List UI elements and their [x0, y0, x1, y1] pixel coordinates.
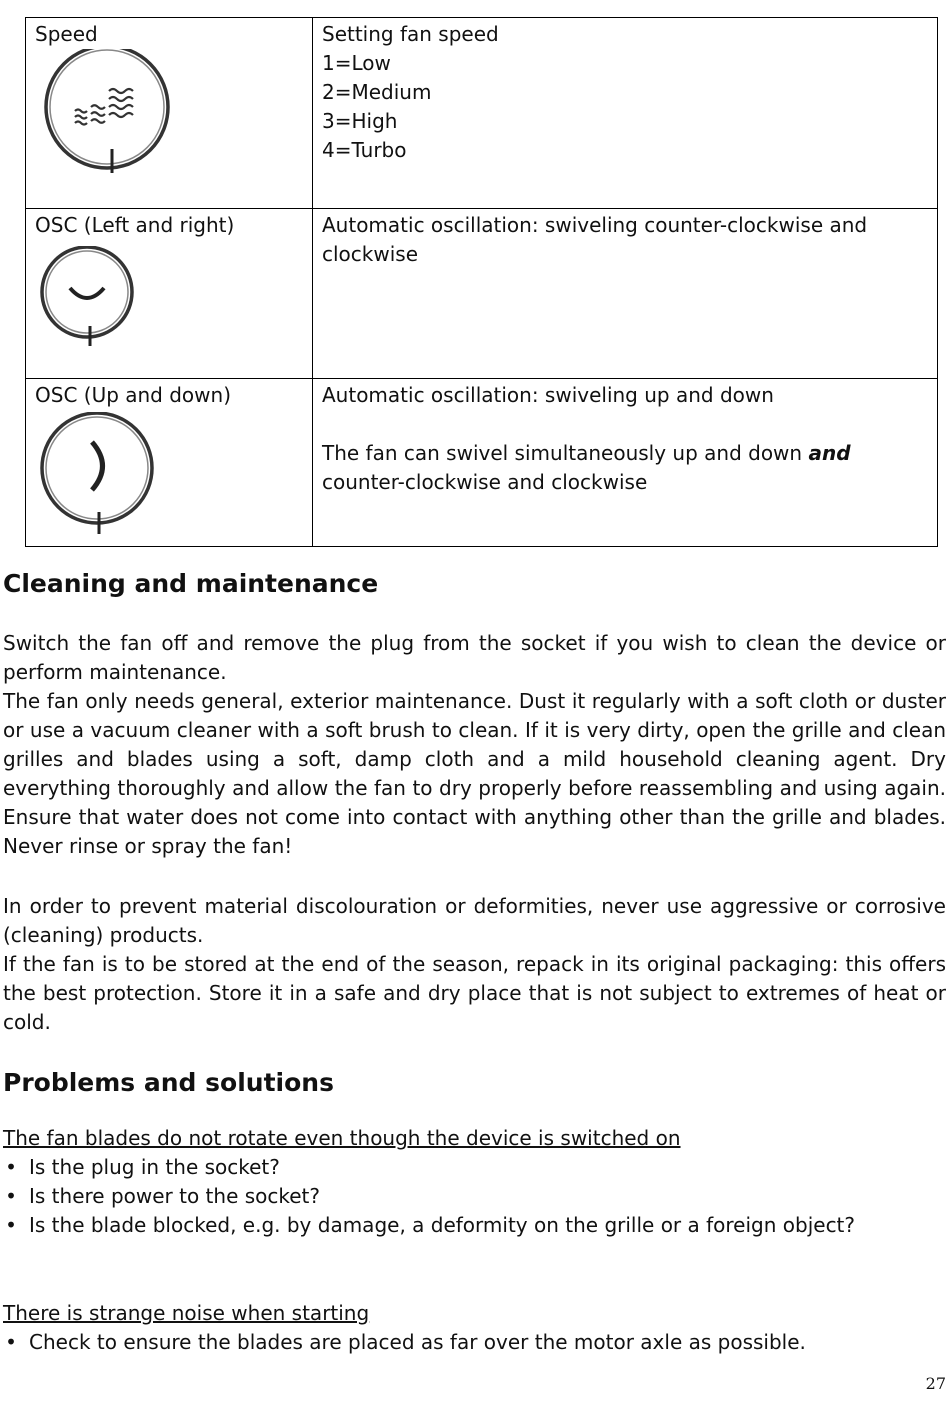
bullet-icon: •: [5, 1213, 17, 1237]
paragraph: If the fan is to be stored at the end of the season, repack in its original packaging: this offers the best protection. Store it in a safe and dry place that is not subject to extremes of heat or cold.: [3, 952, 946, 1034]
oscillate-left-right-dial-icon: [35, 246, 145, 350]
control-cell: [26, 379, 313, 547]
control-cell: [26, 209, 313, 379]
control-name: OSC (Up and down): [35, 383, 232, 407]
description-text: counter-clockwise and clockwise: [322, 470, 648, 494]
bullet-icon: •: [5, 1184, 17, 1208]
list-item: [3, 1153, 946, 1182]
bullet-icon: •: [5, 1155, 17, 1179]
table-row: [26, 18, 938, 209]
list-item-text: Is there power to the socket?: [29, 1184, 321, 1208]
list-item-text: Is the plug in the socket?: [29, 1155, 280, 1179]
section-title-problems: Problems and solutions: [3, 1068, 334, 1097]
description-line: Automatic oscillation: swiveling counter-clockwise and clockwise: [322, 213, 868, 266]
bullet-icon: •: [5, 1330, 17, 1354]
description-line: Automatic oscillation: swiveling up and down: [322, 383, 774, 407]
description-line: Setting fan speed: [322, 22, 499, 46]
solution-list: [3, 1328, 946, 1357]
list-item: [3, 1211, 946, 1240]
control-name: Speed: [35, 22, 98, 46]
description-cell: [313, 18, 938, 209]
list-item-text: Is the blade blocked, e.g. by damage, a deformity on the grille or a foreign object?: [29, 1213, 856, 1237]
list-item: [3, 1182, 946, 1211]
description-cell: [313, 379, 938, 547]
paragraph: Switch the fan off and remove the plug from the socket if you wish to clean the device or perform maintenance.: [3, 631, 946, 684]
description-line: 2=Medium: [322, 80, 432, 104]
speed-dial-icon: [35, 49, 185, 173]
control-name: OSC (Left and right): [35, 213, 235, 237]
list-item-text: Check to ensure the blades are placed as far over the motor axle as possible.: [29, 1330, 806, 1354]
problem-heading: There is strange noise when starting: [3, 1301, 370, 1325]
description-line: 4=Turbo: [322, 138, 407, 162]
emphasis-text: and: [808, 441, 851, 465]
description-line: 3=High: [322, 109, 398, 133]
table-row: [26, 379, 938, 547]
oscillate-up-down-dial-icon: [35, 412, 165, 534]
paragraph: In order to prevent material discolouration or deformities, never use aggressive or corrosive (cleaning) products.: [3, 894, 946, 947]
control-cell: [26, 18, 313, 209]
description-line: 1=Low: [322, 51, 391, 75]
description-text: The fan can swivel simultaneously up and down: [322, 441, 809, 465]
description-line: [322, 439, 928, 497]
problem-heading: The fan blades do not rotate even though the device is switched on: [3, 1126, 681, 1150]
list-item: [3, 1328, 946, 1357]
solution-list: [3, 1153, 946, 1240]
table-row: [26, 209, 938, 379]
controls-table: [25, 17, 938, 547]
description-cell: [313, 209, 938, 379]
section-title-cleaning: Cleaning and maintenance: [3, 569, 379, 598]
page-number: 27: [925, 1374, 946, 1393]
paragraph: The fan only needs general, exterior maintenance. Dust it regularly with a soft cloth or duster or use a vacuum cleaner with a soft brush to clean. If it is very dirty, open the grille and clean grilles and blades using a soft, damp cloth and a mild household cleaning agent. Dry everything thoroughly and allow the fan to dry properly before reassembling and using again. Ensure that water does not come into contact with anything other than the grille and blades. Never rinse or spray the fan!: [3, 689, 946, 858]
